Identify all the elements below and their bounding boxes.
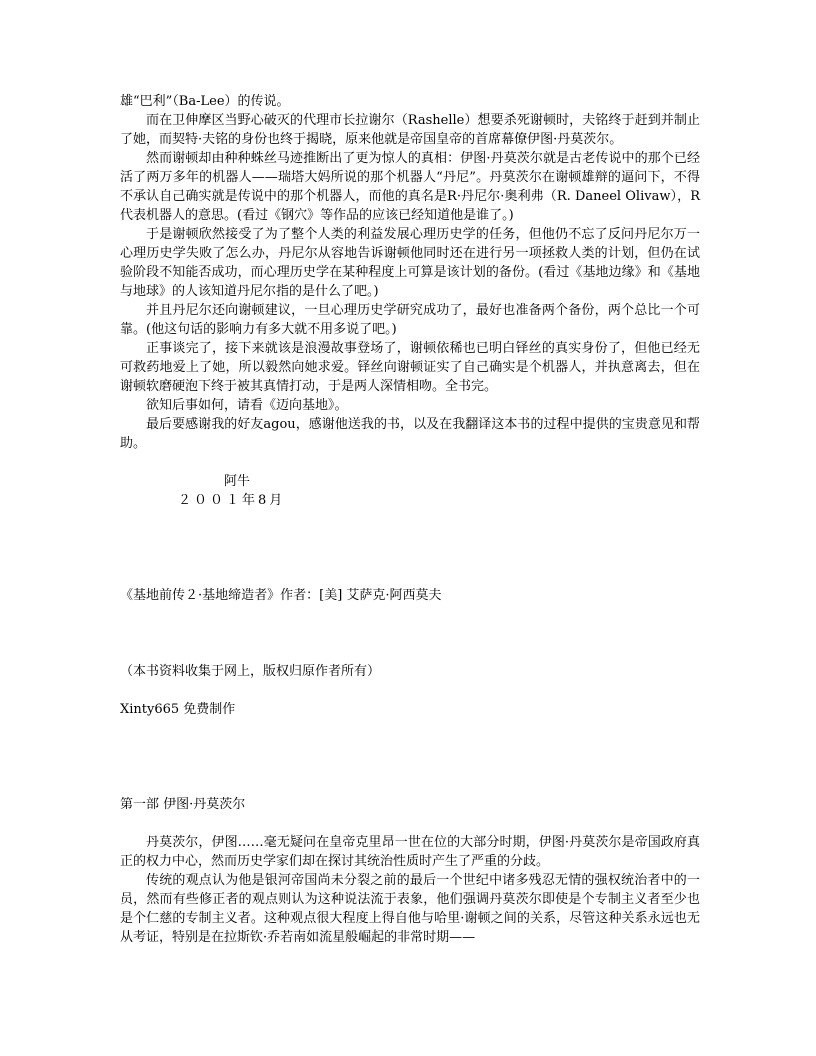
blank-line bbox=[120, 453, 700, 472]
paragraph: 并且丹尼尔还向谢顿建议，一旦心理历史学研究成功了，最好也准备两个备份，两个总比一个可靠。(他这句话的影响力有多大就不用多说了吧。) bbox=[120, 303, 700, 337]
paragraph: 正事谈完了，接下来就该是浪漫故事登场了，谢顿依稀也已明白铎丝的真实身份了，但他已经无可救药地爱上了她，所以毅然向她求爱。铎丝向谢顿证实了自己确实是个机器人，并执意离去，但在谢顿软磨硬泡下终于被其真情打动，于是两人深情相吻。全书完。 bbox=[120, 341, 700, 394]
paragraph: 雄“巴利”（Ba-Lee）的传说。 bbox=[120, 94, 290, 109]
paragraph: 丹莫茨尔，伊图……毫无疑问在皇帝克里昂一世在位的大部分时期，伊图·丹莫茨尔是帝国政府真正的权力中心，然而历史学家们却在探讨其统治性质时产生了严重的分歧。 bbox=[120, 835, 700, 869]
paragraph: 欲知后事如何，请看《迈向基地》。 bbox=[146, 398, 348, 413]
spacer bbox=[120, 681, 700, 700]
paragraph: 最后要感谢我的好友agou，感谢他送我的书，以及在我翻译这本书的过程中提供的宝贵意见和帮助。 bbox=[120, 417, 700, 451]
producer-credit: Xinty665 免费制作 bbox=[120, 702, 236, 717]
document-page bbox=[120, 92, 700, 947]
section-heading: 第一部 伊图·丹莫茨尔 bbox=[120, 797, 246, 812]
spacer bbox=[120, 719, 700, 795]
signature-name: 阿牛 bbox=[224, 474, 251, 489]
paragraph: 传统的观点认为他是银河帝国尚未分裂之前的最后一个世纪中诸多残忍无情的强权统治者中的一员，然而有些修正者的观点则认为这种说法流于表象，他们强调丹莫茨尔即使是个专制主义者至少也是个仁慈的专制主义者。这种观点很大程度上得自他与哈里·谢顿之间的关系，尽管这种关系永远也无从考证，特别是在拉斯钦·乔若南如流星般崛起的非常时期—— bbox=[120, 873, 700, 945]
spacer bbox=[120, 510, 700, 586]
spacer bbox=[120, 814, 700, 833]
paragraph: 于是谢顿欣然接受了为了整个人类的利益发展心理历史学的任务，但他仍不忘了反问丹尼尔万一心理历史学失败了怎么办，丹尼尔从容地告诉谢顿他同时还在进行另一项拯救人类的计划，但仍在试验阶段不知能否成功，而心理历史学在某种程度上可算是该计划的备份。(看过《基地边缘》和《基地与地球》的人该知道丹尼尔指的是什么了吧。) bbox=[120, 227, 700, 299]
copyright-notice: （本书资料收集于网上，版权归原作者所有） bbox=[120, 664, 381, 679]
signature-date: ２００１年8月 bbox=[178, 493, 286, 508]
paragraph: 然而谢顿却由种种蛛丝马迹推断出了更为惊人的真相：伊图·丹莫茨尔就是古老传说中的那个已经活了两万多年的机器人——瑞塔大妈所说的那个机器人“丹尼”。丹莫茨尔在谢顿雄辩的逼问下，不得不承认自己确实就是传说中的那个机器人，而他的真名是R·丹尼尔·奥利弗（R. Daneel Olivaw），R代表机器人的意思。(看过《钢穴》等作品的应该已经知道他是谁了。) bbox=[120, 151, 700, 223]
book-title-line: 《基地前传２·基地缔造者》作者：[美] 艾萨克·阿西莫夫 bbox=[120, 588, 442, 603]
paragraph: 而在卫伸摩区当野心破灭的代理市长拉谢尔（Rashelle）想要杀死谢顿时，夫铭终于赶到并制止了她，而契特·夫铭的身份也终于揭晓，原来他就是帝国皇帝的首席幕僚伊图·丹莫茨尔。 bbox=[120, 113, 700, 147]
spacer bbox=[120, 605, 700, 662]
